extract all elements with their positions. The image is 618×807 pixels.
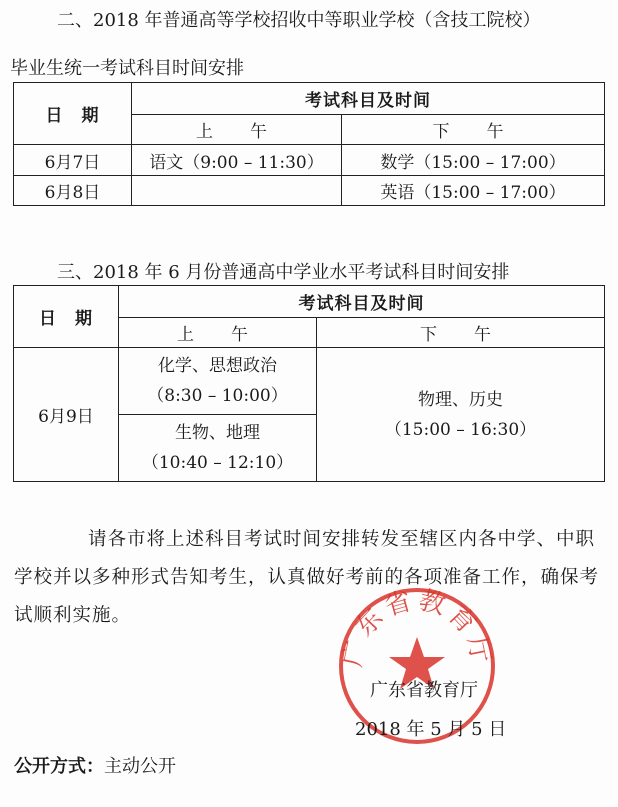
section2-heading-line2: 毕业生统一考试科目时间安排 [10, 58, 244, 79]
afternoon-subjects: 物理、历史 [418, 389, 503, 410]
svg-text:广东省教育厅: 广东省教育厅 [337, 585, 497, 670]
subject-time-header: 考试科目及时间 [132, 83, 605, 115]
disclosure-value: 主动公开 [104, 756, 176, 777]
morning-session1-time: （8:30 – 10:00） [147, 386, 288, 406]
section2-schedule-table [13, 82, 605, 206]
morning-cell: 语文（9:00 – 11:30） [132, 145, 342, 176]
morning-session2-subjects: 生物、地理 [175, 423, 260, 443]
notice-paragraph: 请各市将上述科目考试时间安排转发至辖区内各中学、中职学校并以多种形式告知考生，认真做好考前的各项准备工作，确保考试顺利实施。 [14, 529, 600, 626]
section3-heading: 三、2018 年 6 月份普通高中学业水平考试科目时间安排 [57, 262, 510, 283]
morning-session2-time: （10:40 – 12:10） [141, 453, 294, 473]
morning-session2-cell [119, 415, 317, 482]
section2-heading-line1: 二、2018 年普通高等学校招收中等职业学校（含技工院校） [57, 10, 541, 31]
date-cell: 6月7日 [14, 145, 132, 176]
disclosure-label: 公开方式： [14, 756, 104, 777]
date-header: 日 期 [14, 286, 119, 348]
table-row [14, 348, 605, 415]
morning-session1-subjects: 化学、思想政治 [158, 356, 277, 376]
disclosure-line [14, 752, 176, 778]
morning-header: 上 午 [119, 318, 317, 348]
signature-date: 2018 年 5 月 5 日 [355, 719, 507, 740]
morning-session1-cell [119, 348, 317, 415]
morning-cell [132, 176, 342, 206]
section3-schedule-table [13, 285, 605, 482]
signature-org: 广东省教育厅 [370, 680, 478, 701]
date-cell: 6月8日 [14, 176, 132, 206]
morning-header: 上 午 [132, 115, 342, 145]
subject-time-header: 考试科目及时间 [119, 286, 605, 318]
table-row [14, 145, 605, 176]
afternoon-time: （15:00 – 16:30） [384, 419, 537, 440]
afternoon-header: 下 午 [317, 318, 605, 348]
table-row [14, 176, 605, 206]
afternoon-cell: 数学（15:00 – 17:00） [342, 145, 605, 176]
afternoon-cell [317, 348, 605, 482]
date-header: 日 期 [14, 83, 132, 145]
date-cell: 6月9日 [14, 348, 119, 482]
afternoon-header: 下 午 [342, 115, 605, 145]
afternoon-cell: 英语（15:00 – 17:00） [342, 176, 605, 206]
